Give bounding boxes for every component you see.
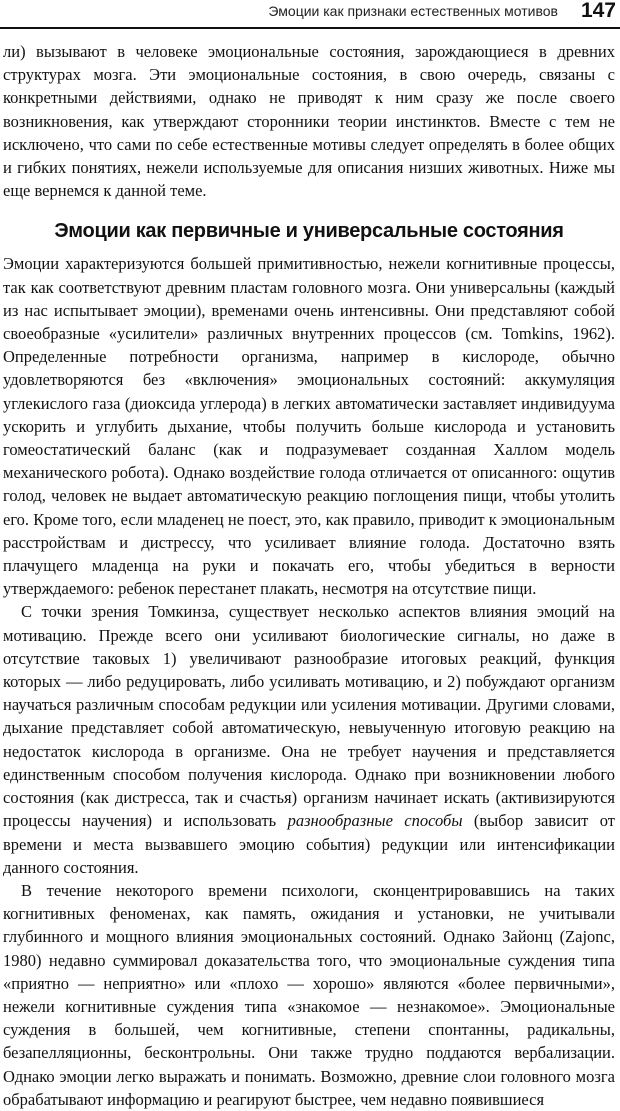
- paragraph-2-italic: разнообразные способы: [287, 811, 463, 831]
- header-rule: [0, 27, 620, 29]
- running-header: [0, 0, 620, 30]
- paragraph-intro: ли) вызывают в человеке эмоциональные состояния, зарождающиеся в древних структурах мозга. Эти эмоциональные состояния, в свою очередь, связаны с конкретными действиями, однако не приводят к ним сразу же после своего возникновения, как утверждают сторонники теории инстинктов. Вместе с тем не исключено, что сами по себе естественные мотивы следует определять в более общих и гибких понятиях, нежели используемые для описания низших животных. Ниже мы еще вернемся к данной теме.: [3, 42, 615, 201]
- running-title: Эмоции как признаки естественных мотивов: [268, 3, 558, 19]
- page-body: [3, 40, 615, 1111]
- paragraph-2-text-b: (выбор зависит от времени и места вызвавшего эмоцию события) редукции или интенсификации данного состояния.: [3, 811, 615, 877]
- section-heading: Эмоции как первичные и универсальные состояния: [54, 220, 564, 243]
- paragraph-2-text-a: С точки зрения Томкинза, существует несколько аспектов влияния эмоций на мотивацию. Прежде всего они усиливают биологические сигналы, но даже в отсутствие таковых 1) увеличивают разнообразие итоговых реакций, функция которых — либо редуцировать, либо усиливать мотивацию, и 2) побуждают организм научаться различным способам редукции или усиления мотивации. Другими словами, дыхание представляет собой автоматическую, невыученную итоговую реакцию на недостаток кислорода в организме. Она не требует научения и представляется единственным способом получения кислорода. Однако при возникновении любого состояния (как дистресса, так и счастья) организм начинает искать (активизируются процессы научения) и использовать: [3, 602, 615, 831]
- paragraph-3: В течение некоторого времени психологи, сконцентрировавшись на таких когнитивных феноменах, как память, ожидания и установки, не учитывали глубинного и мощного влияния эмоциональных состояний. Однако Зайонц (Zajonc, 1980) недавно суммировал доказательства того, что эмоциональные суждения типа «приятно — неприятно» или «плохо — хорошо» являются «более первичными», нежели когнитивные суждения типа «знакомое — незнакомое». Эмоциональные суждения в большей, чем когнитивные, степени спонтанны, радикальны, безапелляционны, бесконтрольны. Они также трудно поддаются вербализации. Однако эмоции легко выражать и понимать. Возможно, древние слои головного мозга обрабатывают информацию и реагируют быстрее, чем недавно появившиеся: [3, 880, 615, 1109]
- page-number: 147: [580, 0, 616, 22]
- paragraph-1: Эмоции характеризуются большей примитивностью, нежели когнитивные процессы, так как соответствуют древним пластам головного мозга. Они универсальны (каждый из нас испытывает эмоции), временами очень интенсивны. Они представляют собой своеобразные «усилители» различных внутренних процессов (см. Tomkins, 1962). Определенные потребности организма, например в кислороде, обычно удовлетворяются без «включения» эмоциональных состояний: аккумуляция углекислого газа (диоксида углерода) в легких автоматически заставляет индивидуума ускорить и углубить дыхание, чтобы получить больше кислорода и установить гомеостатический баланс (как и подразумевает созданная Халлом модель механического робота). Однако воздействие голода отличается от описанного: ощутив голод, человек не выдает автоматическую реакцию поглощения пищи, чтобы утолить его. Кроме того, если младенец не поест, это, как правило, приводит к эмоциональным расстройствам и дистрессу, что усиливает влияние голода. Достаточно взять плачущего младенца на руки и покачать его, чтобы убедиться в верности утверждаемого: ребенок перестанет плакать, несмотря на отсутствие пищи.: [3, 254, 615, 599]
- paragraph-2: [3, 600, 615, 878]
